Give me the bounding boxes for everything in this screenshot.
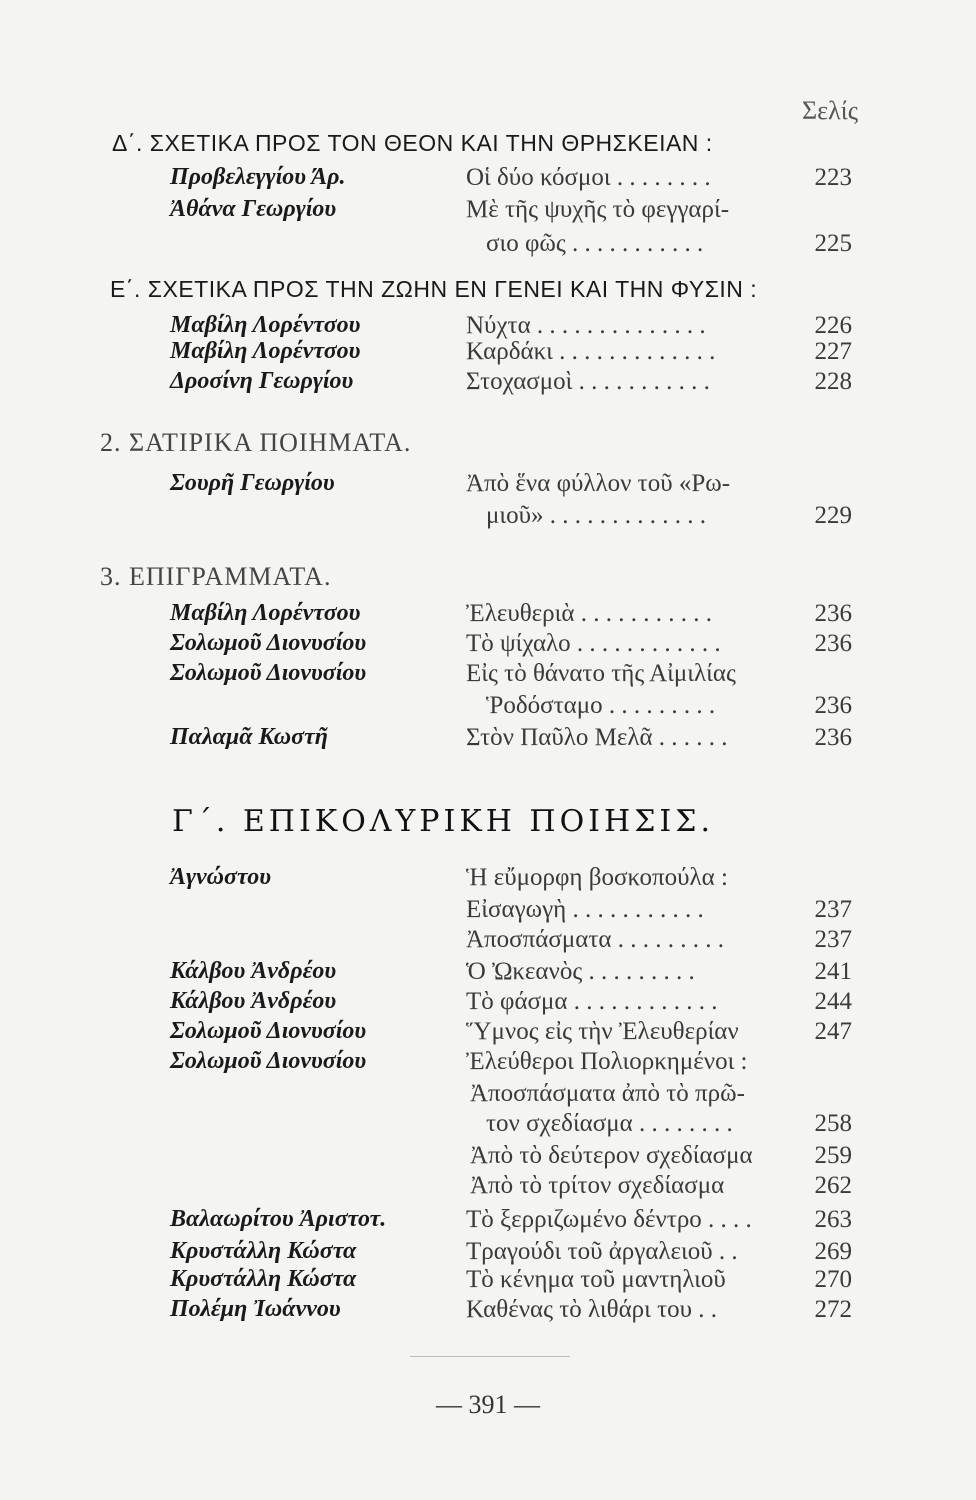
entry-page: 244 bbox=[814, 988, 852, 1015]
entry-title: Στοχασμοὶ . . . . . . . . . . . bbox=[466, 368, 710, 395]
entry-title: Τὸ κένημα τοῦ μαντηλιοῦ bbox=[466, 1266, 726, 1293]
entry-author: Παλαμᾶ Κωστῆ bbox=[170, 724, 328, 750]
toc-entry bbox=[0, 338, 976, 372]
toc-entry bbox=[0, 958, 976, 992]
entry-title: Νύχτα . . . . . . . . . . . . . . bbox=[466, 312, 706, 339]
entry-page: 263 bbox=[814, 1206, 852, 1233]
entry-page: 227 bbox=[814, 338, 852, 365]
entry-author: Βαλαωρίτου Ἀριστοτ. bbox=[170, 1206, 387, 1232]
entry-title: τον σχεδίασμα . . . . . . . . bbox=[486, 1110, 733, 1137]
entry-page: 237 bbox=[814, 896, 852, 923]
toc-entry bbox=[0, 600, 976, 634]
toc-entry bbox=[0, 1048, 976, 1082]
toc-entry bbox=[0, 1296, 976, 1330]
entry-title: Ἀποσπάσματα ἀπὸ τὸ πρῶ- bbox=[470, 1080, 745, 1107]
section-d-heading: Δ΄. ΣΧΕΤΙΚΑ ΠΡΟΣ ΤΟΝ ΘΕΟΝ ΚΑΙ ΤΗΝ ΘΡΗΣΚΕΙΑΝ : bbox=[112, 130, 713, 156]
entry-page: 270 bbox=[814, 1266, 852, 1293]
toc-entry bbox=[0, 230, 976, 264]
footer-rule bbox=[410, 1356, 570, 1357]
entry-page: 236 bbox=[814, 724, 852, 751]
toc-entry bbox=[0, 1206, 976, 1240]
entry-page: 228 bbox=[814, 368, 852, 395]
entry-author: Σολωμοῦ Διονυσίου bbox=[170, 630, 367, 656]
toc-entry bbox=[0, 988, 976, 1022]
toc-entry bbox=[0, 864, 976, 898]
entry-page: 226 bbox=[814, 312, 852, 339]
entry-page: 258 bbox=[814, 1110, 852, 1137]
toc-entry bbox=[0, 926, 976, 960]
entry-page: 259 bbox=[814, 1142, 852, 1169]
entry-author: Κρυστάλλη Κώστα bbox=[170, 1266, 357, 1292]
entry-title: Εἰς τὸ θάνατο τῆς Αἰμιλίας bbox=[466, 660, 736, 687]
entry-title: Τραγούδι τοῦ ἀργαλειοῦ . . bbox=[466, 1238, 738, 1265]
toc-entry bbox=[0, 1266, 976, 1300]
entry-title: Ἀπὸ τὸ τρίτον σχεδίασμα bbox=[470, 1172, 725, 1199]
page-number: — 391 — bbox=[436, 1390, 540, 1419]
entry-title: Καρδάκι . . . . . . . . . . . . . bbox=[466, 338, 716, 365]
entry-author: Σολωμοῦ Διονυσίου bbox=[170, 660, 367, 686]
section-g-heading: Γ΄. ΕΠΙΚΟΛΥΡΙΚΗ ΠΟΙΗΣΙΣ. bbox=[172, 804, 715, 839]
entry-author: Προβελεγγίου Άρ. bbox=[170, 164, 346, 190]
entry-title: Ὁ Ὠκεανὸς . . . . . . . . . bbox=[466, 958, 695, 985]
entry-page: 269 bbox=[814, 1238, 852, 1265]
entry-title: μιοῦ» . . . . . . . . . . . . . bbox=[486, 502, 707, 529]
entry-title: Οἱ δύο κόσμοι . . . . . . . . bbox=[466, 164, 711, 191]
entry-title: Τὸ ψίχαλο . . . . . . . . . . . . bbox=[466, 630, 721, 657]
entry-author: Κάλβου Ἀνδρέου bbox=[170, 958, 337, 984]
entry-page: 272 bbox=[814, 1296, 852, 1323]
page-column-label: Σελίς bbox=[802, 96, 858, 125]
entry-page: 236 bbox=[814, 630, 852, 657]
entry-author: Ἀθάνα Γεωργίου bbox=[170, 196, 337, 222]
entry-title: Τὸ ξερριζωμένο δέντρο . . . . bbox=[466, 1206, 752, 1233]
toc-entry bbox=[0, 502, 976, 536]
entry-author: Κάλβου Ἀνδρέου bbox=[170, 988, 337, 1014]
entry-author: Σουρῆ Γεωργίου bbox=[170, 470, 335, 496]
entry-title: Ῥοδόσταμο . . . . . . . . . bbox=[486, 692, 716, 719]
entry-title: Ὕμνος εἰς τὴν Ἐλευθερίαν bbox=[466, 1018, 739, 1045]
entry-title: Ἀπὸ ἕνα φύλλον τοῦ «Ρω- bbox=[466, 470, 731, 497]
entry-author: Ἀγνώστου bbox=[170, 864, 272, 890]
entry-author: Μαβίλη Λορέντσου bbox=[170, 312, 361, 338]
toc-entry bbox=[0, 368, 976, 402]
entry-title: Μὲ τῆς ψυχῆς τὸ φεγγαρί- bbox=[466, 196, 730, 223]
section-2-heading: 2. ΣΑΤΙΡΙΚΑ ΠΟΙΗΜΑΤΑ. bbox=[100, 428, 412, 457]
toc-entry bbox=[0, 1172, 976, 1206]
entry-author: Μαβίλη Λορέντσου bbox=[170, 338, 361, 364]
entry-title: Εἰσαγωγὴ . . . . . . . . . . . bbox=[466, 896, 704, 923]
entry-title: Τὸ φάσμα . . . . . . . . . . . . bbox=[466, 988, 718, 1015]
toc-entry bbox=[0, 724, 976, 758]
entry-page: 262 bbox=[814, 1172, 852, 1199]
entry-page: 223 bbox=[814, 164, 852, 191]
entry-title: Ἐλεύθεροι Πολιορκημένοι : bbox=[466, 1048, 748, 1075]
entry-page: 229 bbox=[814, 502, 852, 529]
section-e-heading: Ε΄. ΣΧΕΤΙΚΑ ΠΡΟΣ ΤΗΝ ΖΩΗΝ ΕΝ ΓΕΝΕΙ ΚΑΙ ΤΗΝ ΦΥΣΙΝ : bbox=[110, 276, 758, 302]
entry-author: Κρυστάλλη Κώστα bbox=[170, 1238, 357, 1264]
entry-author: Δροσίνη Γεωργίου bbox=[170, 368, 354, 394]
toc-entry bbox=[0, 164, 976, 198]
entry-title: Ἐλευθεριὰ . . . . . . . . . . . bbox=[466, 600, 712, 627]
section-3-heading: 3. ΕΠΙΓΡΑΜΜΑΤΑ. bbox=[100, 562, 332, 591]
entry-author: Μαβίλη Λορέντσου bbox=[170, 600, 361, 626]
toc-entry bbox=[0, 692, 976, 726]
entry-title: Ἀποσπάσματα . . . . . . . . . bbox=[466, 926, 724, 953]
entry-page: 236 bbox=[814, 692, 852, 719]
entry-page: 247 bbox=[814, 1018, 852, 1045]
entry-title: Ἀπὸ τὸ δεύτερον σχεδίασμα bbox=[470, 1142, 753, 1169]
toc-entry bbox=[0, 660, 976, 694]
toc-entry bbox=[0, 1142, 976, 1176]
entry-page: 237 bbox=[814, 926, 852, 953]
toc-entry bbox=[0, 196, 976, 230]
entry-page: 236 bbox=[814, 600, 852, 627]
entry-author: Σολωμοῦ Διονυσίου bbox=[170, 1018, 367, 1044]
toc-entry bbox=[0, 470, 976, 504]
toc-entry bbox=[0, 896, 976, 930]
toc-entry bbox=[0, 630, 976, 664]
entry-author: Πολέμη Ἰωάννου bbox=[170, 1296, 341, 1322]
entry-title: Καθένας τὸ λιθάρι του . . bbox=[466, 1296, 718, 1323]
entry-title: σιο φῶς . . . . . . . . . . . bbox=[486, 230, 704, 257]
entry-page: 225 bbox=[814, 230, 852, 257]
toc-entry bbox=[0, 1080, 976, 1114]
toc-entry bbox=[0, 1018, 976, 1052]
entry-author: Σολωμοῦ Διονυσίου bbox=[170, 1048, 367, 1074]
entry-page: 241 bbox=[814, 958, 852, 985]
entry-title: Στὸν Παῦλο Μελᾶ . . . . . . bbox=[466, 724, 728, 751]
toc-entry bbox=[0, 1110, 976, 1144]
entry-title: Ἡ εὔμορφη βοσκοπούλα : bbox=[466, 864, 728, 891]
